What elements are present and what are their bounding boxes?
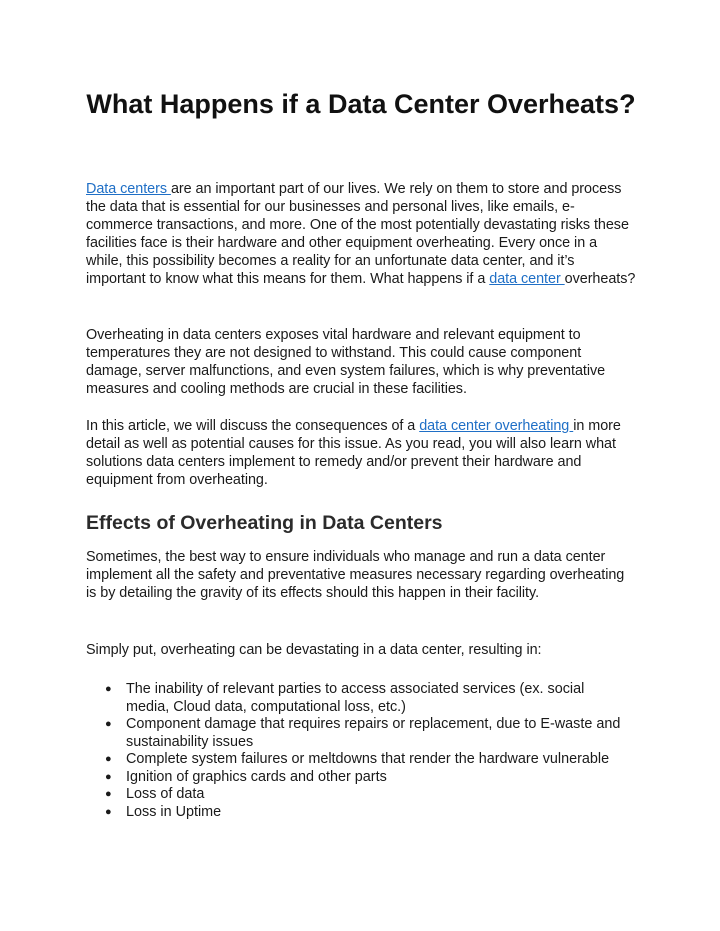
list-item: ● Loss of data [105,786,205,802]
overheating-paragraph: Overheating in data centers exposes vital hardware and relevant equipment to temperatures they are not designed to withstand. This could cause component damage, server malfunctions, and even system failures, which is why preventative measures and cooling methods are crucial in these facilities. [86,327,606,397]
list-item: ● The inability of relevant parties to access associated services (ex. social media, Cloud data, computational loss, etc.) [105,681,585,715]
list-item: ● Component damage that requires repairs or replacement, due to E-waste and sustainability issues [105,716,621,750]
bullet-icon: ● [105,718,112,730]
bullet-icon: ● [105,788,112,800]
effects-paragraph: Sometimes, the best way to ensure individuals who manage and run a data center implement all the safety and preventative measures necessary regarding overheating is by detailing the gravity of its effects should this happen in their facility. [86,549,625,601]
bullet-icon: ● [105,770,112,783]
list-item: ● Loss in Uptime [105,803,222,820]
summary-paragraph: Simply put, overheating can be devastating in a data center, resulting in: [86,642,542,658]
data-center-link[interactable]: data center [489,271,565,287]
intro-text-1: are an important part of our lives. We rely on them to store and process the data that is essential for our businesses and personal lives, like emails, e-commerce transactions, and more. One of the most potentially devastating risks these facilities face is their hardware and other equipment overheating. Every once in a while, this possibility becomes a reality for an unfortunate data center, and it’s important to know what this means for them. What happens if a [86,181,629,287]
intro-paragraph [86,180,636,288]
intro-text-2: overheats? [564,271,636,287]
list-item: ● Complete system failures or meltdowns that render the hardware vulnerable [105,751,610,767]
effects-list [86,681,636,821]
bullet-icon: ● [105,753,112,765]
bullet-icon: ● [105,805,112,818]
list-item: ● Ignition of graphics cards and other parts [105,768,387,785]
bullet-icon: ● [105,683,112,695]
article-text-2: in more detail as well as potential causes for this issue. As you read, you will also learn what solutions data centers implement to remedy and/or prevent their hardware and equipment from overheating. [86,418,621,488]
section-heading-effects: Effects of Overheating in Data Centers [86,512,443,534]
data-centers-link[interactable]: Data centers [86,181,171,197]
page-title: What Happens if a Data Center Overheats? [86,89,636,119]
article-text-1: In this article, we will discuss the consequences of a [86,418,420,434]
data-center-overheating-link[interactable]: data center overheating [419,418,574,434]
article-intro-paragraph [86,417,636,489]
